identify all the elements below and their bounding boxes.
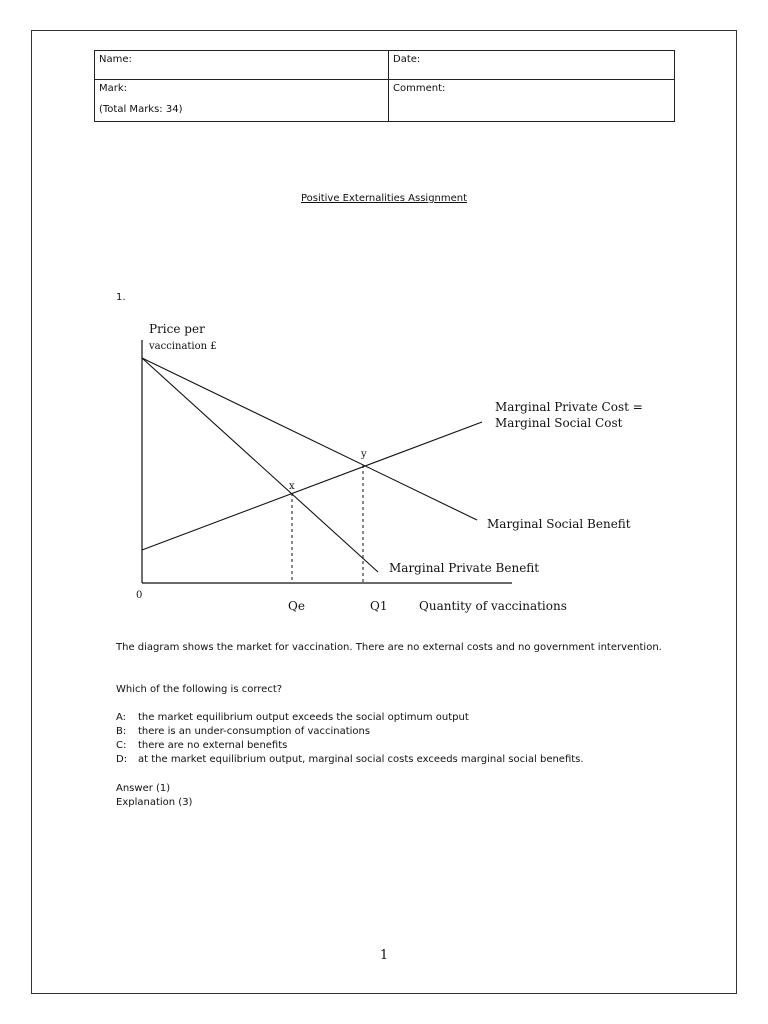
y-axis-label-line2: vaccination £ bbox=[149, 341, 217, 352]
mpc-msc-line bbox=[142, 422, 482, 550]
mpc-label-line1: Marginal Private Cost = bbox=[495, 400, 643, 414]
option-a-text: the market equilibrium output exceeds the social optimum output bbox=[138, 712, 469, 723]
qe-label: Qe bbox=[288, 599, 305, 613]
y-axis-label-line1: Price per bbox=[149, 322, 205, 336]
mark-label: Mark: bbox=[99, 83, 128, 94]
option-c-key: C: bbox=[116, 740, 127, 751]
x-axis-label: Quantity of vaccinations bbox=[419, 599, 567, 613]
mpc-label-line2: Marginal Social Cost bbox=[495, 416, 623, 430]
option-a[interactable] bbox=[116, 711, 675, 725]
origin-label: 0 bbox=[136, 590, 143, 601]
msb-label: Marginal Social Benefit bbox=[487, 517, 631, 531]
page-number: 1 bbox=[379, 948, 389, 963]
mark-cell[interactable] bbox=[95, 80, 389, 122]
msb-line bbox=[142, 358, 477, 520]
question-text: Which of the following is correct? bbox=[116, 684, 283, 695]
comment-cell[interactable] bbox=[389, 80, 675, 122]
q1-label: Q1 bbox=[370, 599, 388, 613]
name-label: Name: bbox=[99, 54, 132, 65]
question-number: 1. bbox=[116, 292, 126, 303]
option-d-text: at the market equilibrium output, marginal social costs exceeds marginal social benefits. bbox=[138, 754, 584, 765]
header-table bbox=[94, 50, 675, 122]
date-label: Date: bbox=[393, 54, 421, 65]
answer-label: Answer (1) bbox=[116, 783, 171, 794]
option-d-key: D: bbox=[116, 754, 128, 765]
name-cell[interactable] bbox=[95, 51, 389, 80]
explanation-label: Explanation (3) bbox=[116, 797, 193, 808]
date-cell[interactable] bbox=[389, 51, 675, 80]
comment-label: Comment: bbox=[393, 83, 446, 94]
option-d[interactable] bbox=[116, 753, 675, 767]
externality-diagram bbox=[0, 300, 768, 620]
option-b[interactable] bbox=[116, 725, 675, 739]
answer-section bbox=[116, 782, 675, 810]
option-b-key: B: bbox=[116, 726, 127, 737]
mpb-label: Marginal Private Benefit bbox=[389, 561, 540, 575]
diagram-description: The diagram shows the market for vaccination. There are no external costs and no government intervention. bbox=[116, 642, 662, 653]
point-x-label: x bbox=[289, 481, 295, 492]
option-c[interactable] bbox=[116, 739, 675, 753]
mpb-line bbox=[142, 358, 378, 572]
option-a-key: A: bbox=[116, 712, 127, 723]
total-marks: (Total Marks: 34) bbox=[99, 104, 183, 115]
options-list bbox=[116, 711, 675, 767]
point-y-label: y bbox=[361, 449, 367, 460]
option-c-text: there are no external benefits bbox=[138, 740, 288, 751]
assignment-title: Positive Externalities Assignment bbox=[300, 193, 468, 204]
option-b-text: there is an under-consumption of vaccinations bbox=[138, 726, 371, 737]
